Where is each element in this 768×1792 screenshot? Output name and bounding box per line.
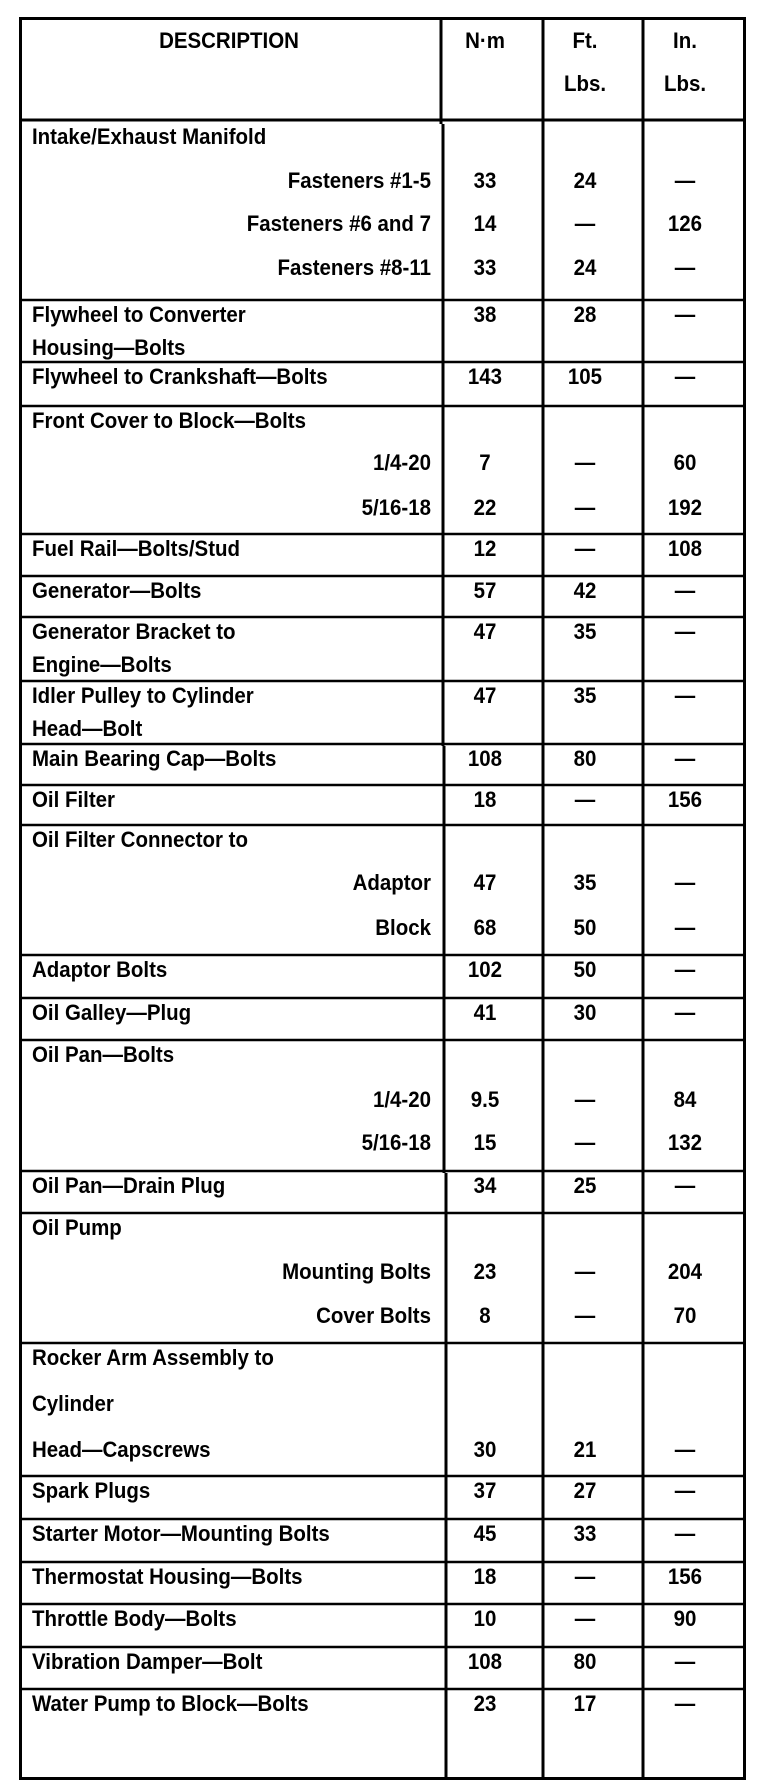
row-nm-value: 47 (473, 683, 497, 708)
row-in-lbs-value: — (674, 255, 696, 280)
header-in-line1: In. (673, 28, 697, 53)
row-ft-lbs-value: 17 (573, 1691, 597, 1716)
row-nm-value: 33 (473, 255, 497, 280)
row-nm-value: 14 (473, 211, 497, 236)
row-in-lbs-value: 108 (667, 536, 703, 561)
row-in-lbs-value: — (674, 364, 696, 389)
row-ft-lbs-value: 80 (573, 746, 597, 771)
row-nm-value: 23 (473, 1259, 497, 1284)
row-nm-value: 7 (479, 450, 491, 475)
row-in-lbs-value: — (674, 578, 696, 603)
row-description: Mounting Bolts (282, 1259, 431, 1284)
row-ft-lbs-value: — (574, 1087, 596, 1112)
row-in-lbs-value: — (674, 915, 696, 940)
row-description: Oil Filter (32, 787, 116, 812)
row-in-lbs-value: — (674, 957, 696, 982)
row-nm-value: 37 (473, 1478, 497, 1503)
row-nm-value: 22 (473, 495, 497, 520)
row-ft-lbs-value: 35 (573, 683, 597, 708)
row-description: Front Cover to Block—Bolts (32, 408, 306, 433)
row-in-lbs-value: 192 (667, 495, 703, 520)
row-in-lbs-value: — (674, 746, 696, 771)
row-ft-lbs-value: 24 (573, 168, 597, 193)
row-in-lbs-value: — (674, 1437, 696, 1462)
row-description: Thermostat Housing—Bolts (32, 1564, 303, 1589)
row-in-lbs-value: — (674, 683, 696, 708)
row-description: Adaptor Bolts (32, 957, 168, 982)
row-nm-value: 18 (473, 1564, 497, 1589)
row-ft-lbs-value: 25 (573, 1173, 597, 1198)
row-in-lbs-value: — (674, 168, 696, 193)
row-nm-value: 34 (473, 1173, 497, 1198)
row-ft-lbs-value: 24 (573, 255, 597, 280)
row-ft-lbs-value: 42 (573, 578, 597, 603)
row-in-lbs-value: 84 (673, 1087, 697, 1112)
row-in-lbs-value: 70 (673, 1303, 697, 1328)
row-nm-value: 15 (473, 1130, 497, 1155)
row-description: Block (375, 915, 431, 940)
row-ft-lbs-value: — (574, 495, 596, 520)
row-ft-lbs-value: — (574, 536, 596, 561)
row-description: Oil Pan—Drain Plug (32, 1173, 226, 1198)
row-nm-value: 57 (473, 578, 497, 603)
row-in-lbs-value: 60 (673, 450, 697, 475)
row-description-line2: Engine—Bolts (32, 652, 172, 677)
row-description: Starter Motor—Mounting Bolts (32, 1521, 330, 1546)
row-in-lbs-value: 126 (667, 211, 703, 236)
row-nm-value: 47 (473, 870, 497, 895)
row-in-lbs-value: — (674, 1478, 696, 1503)
row-ft-lbs-value: — (574, 450, 596, 475)
row-description: Flywheel to Converter (32, 302, 246, 327)
row-ft-lbs-value: — (574, 1564, 596, 1589)
row-in-lbs-value: — (674, 1649, 696, 1674)
row-description: 1/4-20 (372, 450, 431, 475)
row-description: 5/16-18 (361, 495, 431, 520)
row-description: Vibration Damper—Bolt (32, 1649, 263, 1674)
header-ft-line2: Lbs. (563, 71, 607, 96)
row-nm-value: 9.5 (470, 1087, 500, 1112)
row-nm-value: 68 (473, 915, 497, 940)
row-in-lbs-value: 90 (673, 1606, 697, 1631)
row-in-lbs-value: 156 (667, 1564, 703, 1589)
row-description: Flywheel to Crankshaft—Bolts (32, 364, 328, 389)
row-ft-lbs-value: — (574, 787, 596, 812)
row-in-lbs-value: 204 (667, 1259, 703, 1284)
row-description: Throttle Body—Bolts (32, 1606, 237, 1631)
row-description: Rocker Arm Assembly to (32, 1345, 274, 1370)
row-description: Fasteners #1-5 (287, 168, 431, 193)
row-nm-value: 10 (473, 1606, 497, 1631)
row-nm-value: 38 (473, 302, 497, 327)
row-description: Cylinder (32, 1391, 114, 1416)
row-in-lbs-value: — (674, 870, 696, 895)
row-ft-lbs-value: 30 (573, 1000, 597, 1025)
row-description: Water Pump to Block—Bolts (32, 1691, 309, 1716)
row-description: Adaptor (352, 870, 431, 895)
row-description: Oil Pan—Bolts (32, 1042, 175, 1067)
row-nm-value: 102 (467, 957, 503, 982)
row-ft-lbs-value: — (574, 1130, 596, 1155)
row-nm-value: 143 (467, 364, 503, 389)
row-nm-value: 30 (473, 1437, 497, 1462)
header-description: DESCRIPTION (159, 28, 299, 53)
row-ft-lbs-value: 80 (573, 1649, 597, 1674)
row-nm-value: 12 (473, 536, 497, 561)
row-description: Generator Bracket to (32, 619, 236, 644)
row-in-lbs-value: — (674, 1521, 696, 1546)
row-ft-lbs-value: 105 (567, 364, 603, 389)
row-ft-lbs-value: 27 (573, 1478, 597, 1503)
row-ft-lbs-value: 33 (573, 1521, 597, 1546)
row-nm-value: 41 (473, 1000, 497, 1025)
header-ft-line1: Ft. (572, 28, 598, 53)
row-description: Fasteners #8-11 (277, 255, 431, 280)
row-nm-value: 23 (473, 1691, 497, 1716)
row-description: Oil Galley—Plug (32, 1000, 192, 1025)
row-description-line2: Head—Bolt (32, 716, 143, 741)
row-description: Intake/Exhaust Manifold (32, 124, 267, 149)
row-description: Fasteners #6 and 7 (246, 211, 431, 236)
header-nm: N·m (465, 28, 505, 53)
row-ft-lbs-value: 50 (573, 915, 597, 940)
row-ft-lbs-value: — (574, 1303, 596, 1328)
row-description: Oil Filter Connector to (32, 827, 248, 852)
row-nm-value: 18 (473, 787, 497, 812)
row-description: 1/4-20 (372, 1087, 431, 1112)
row-nm-value: 47 (473, 619, 497, 644)
row-description: Fuel Rail—Bolts/Stud (32, 536, 241, 561)
row-description: 5/16-18 (361, 1130, 431, 1155)
header-in-line2: Lbs. (663, 71, 707, 96)
row-ft-lbs-value: — (574, 211, 596, 236)
row-in-lbs-value: — (674, 1173, 696, 1198)
row-description: Cover Bolts (316, 1303, 431, 1328)
row-description: Oil Pump (32, 1215, 122, 1240)
row-description-line2: Housing—Bolts (32, 335, 186, 360)
row-nm-value: 108 (467, 1649, 503, 1674)
row-in-lbs-value: 156 (667, 787, 703, 812)
row-description: Head—Capscrews (32, 1437, 211, 1462)
row-ft-lbs-value: — (574, 1606, 596, 1631)
row-in-lbs-value: — (674, 1000, 696, 1025)
row-ft-lbs-value: 35 (573, 619, 597, 644)
row-ft-lbs-value: 35 (573, 870, 597, 895)
row-description: Spark Plugs (32, 1478, 151, 1503)
row-nm-value: 8 (479, 1303, 491, 1328)
row-description: Generator—Bolts (32, 578, 202, 603)
row-in-lbs-value: 132 (667, 1130, 703, 1155)
row-description: Idler Pulley to Cylinder (32, 683, 254, 708)
row-in-lbs-value: — (674, 302, 696, 327)
row-ft-lbs-value: 50 (573, 957, 597, 982)
row-in-lbs-value: — (674, 619, 696, 644)
row-nm-value: 108 (467, 746, 503, 771)
row-ft-lbs-value: 21 (573, 1437, 597, 1462)
row-in-lbs-value: — (674, 1691, 696, 1716)
row-nm-value: 45 (473, 1521, 497, 1546)
row-ft-lbs-value: 28 (573, 302, 597, 327)
row-nm-value: 33 (473, 168, 497, 193)
row-description: Main Bearing Cap—Bolts (32, 746, 277, 771)
row-ft-lbs-value: — (574, 1259, 596, 1284)
